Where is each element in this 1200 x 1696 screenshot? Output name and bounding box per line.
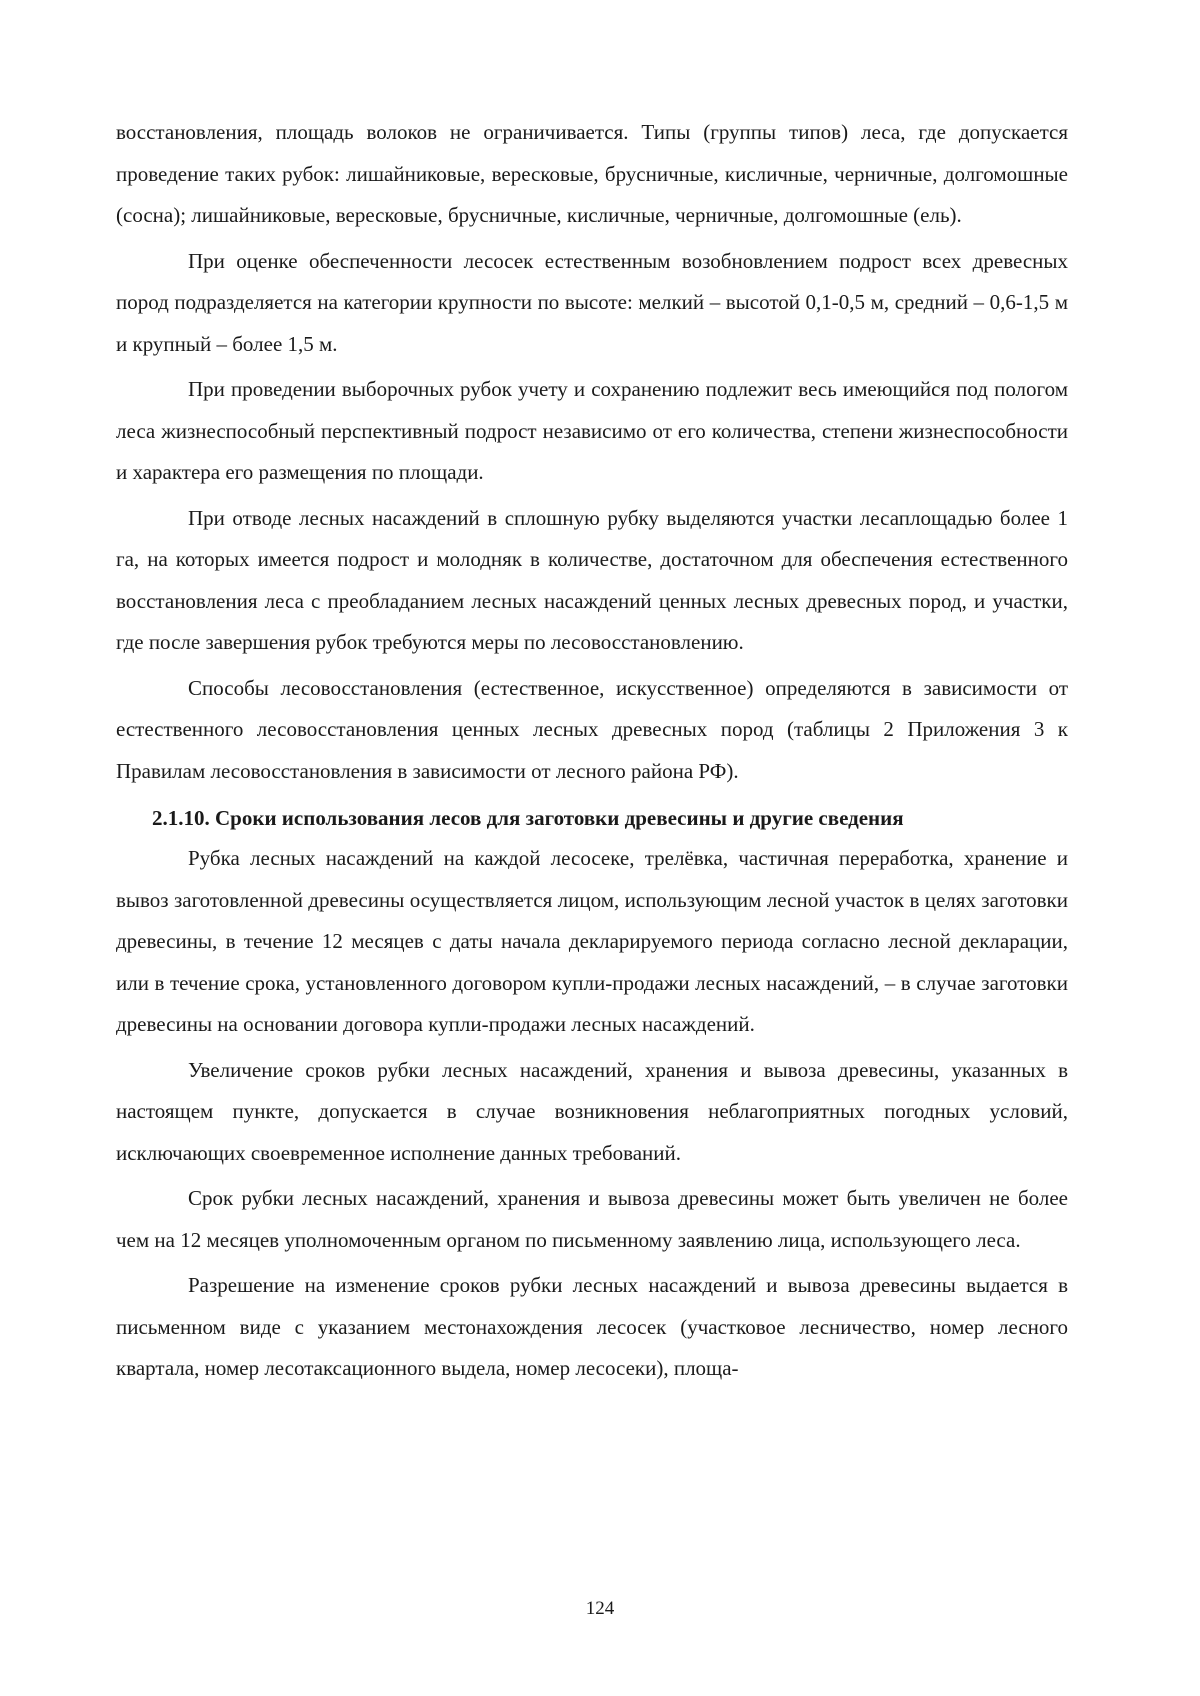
paragraph-extension-limit: Срок рубки лесных насаждений, хранения и вывоза древесины может быть увеличен не более чем на 12 месяцев уполномоченным органом по письменному заявлению лица, использующего леса. [116, 1186, 1068, 1252]
page-body [116, 112, 1068, 1394]
paragraph-undergrowth-categories: При оценке обеспеченности лесосек естественным возобновлением подрост всех древесных пород подразделяется на категории крупности по высоте: мелкий – высотой 0,1-0,5 м, средний – 0,6-1,5 м и крупный – более 1,5 м. [116, 248, 1068, 356]
paragraph-term-extension: Увеличение сроков рубки лесных насаждений, хранения и вывоза древесины, указанных в настоящем пункте, допускается в случае возникновения неблагоприятных погодных условий, исключающих своевременное исполнение данных требований. [116, 1057, 1068, 1165]
page-number: 124 [585, 1598, 615, 1619]
section-heading: 2.1.10. Сроки использования лесов для заготовки древесины и другие сведения [152, 806, 904, 830]
paragraph-clear-cutting: При отводе лесных насаждений в сплошную рубку выделяются участки лесаплощадью более 1 га, на которых имеется подрост и молодняк в количестве, достаточном для обеспечения естественного восстановления леса с преобладанием лесных насаждений ценных лесных древесных пород, и участки, где после завершения рубок требуются меры по лесовосстановлению. [116, 505, 1068, 654]
paragraph-selective-cutting: При проведении выборочных рубок учету и сохранению подлежит весь имеющийся под пологом леса жизнеспособный перспективный подрост независимо от его количества, степени жизнеспособности и характера его размещения по площади. [116, 377, 1068, 484]
paragraph-harvesting-terms: Рубка лесных насаждений на каждой лесосеке, трелёвка, частичная переработка, хранение и вывоз заготовленной древесины осуществляется лицом, использующим лесной участок в целях заготовки древесины, в течение 12 месяцев с даты начала декларируемого периода согласно лесной декларации, или в течение срока, установленного договором купли-продажи лесных насаждений, – в случае заготовки древесины на основании договора купли-продажи лесных насаждений. [116, 846, 1068, 1036]
paragraph-continuation: восстановления, площадь волоков не ограничивается. Типы (группы типов) леса, где допускается проведение таких рубок: лишайниковые, вересковые, брусничные, кисличные, черничные, долгомошные (сосна); лишайниковые, вересковые, брусничные, кисличные, черничные, долгомошные (ель). [116, 120, 1068, 227]
paragraph-reforestation-methods: Способы лесовосстановления (естественное, искусственное) определяются в зависимости от естественного лесовосстановления ценных лесных древесных пород (таблицы 2 Приложения 3 к Правилам лесовосстановления в зависимости от лесного района РФ). [116, 675, 1068, 783]
paragraph-permission: Разрешение на изменение сроков рубки лесных насаждений и вывоза древесины выдается в письменном виде с указанием местонахождения лесосек (участковое лесничество, номер лесного квартала, номер лесотаксационного выдела, номер лесосеки), площа- [116, 1273, 1068, 1380]
